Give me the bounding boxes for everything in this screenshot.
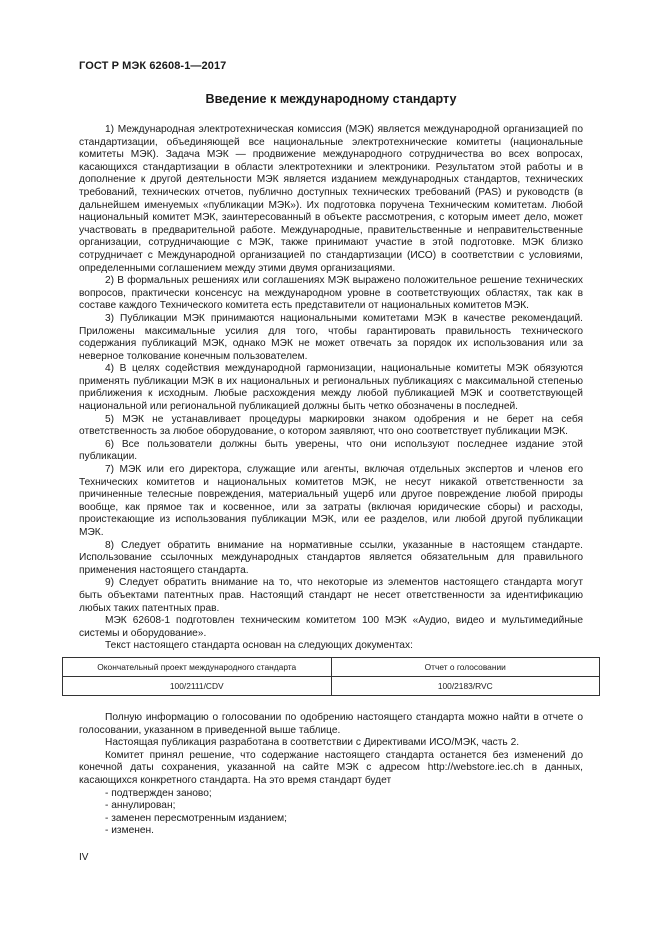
table-cell: 100/2183/RVC bbox=[331, 676, 600, 695]
paragraph-2: 2) В формальных решениях или соглашениях МЭК выражено положительное решение технических вопросов, практически консенсус на международном уровне в соответствующих областях, так как в составе каждого Технического комитета есть представители от национальных комитетов МЭК. bbox=[79, 275, 583, 312]
paragraph-9: 9) Следует обратить внимание на то, что некоторые из элементов настоящего стандарта могут быть объектами патентных прав. Настоящий стандарт не несет ответственности за идентификацию любых таких патентных прав. bbox=[79, 577, 583, 614]
documents-table bbox=[62, 657, 600, 696]
table-header-cell: Отчет о голосовании bbox=[331, 657, 600, 676]
paragraph-voting-info: Полную информацию о голосовании по одобрению настоящего стандарта можно найти в отчете о голосовании, указанном в приведенной выше таблице. bbox=[79, 711, 583, 736]
table-header-row bbox=[63, 657, 600, 676]
paragraph-5: 5) МЭК не устанавливает процедуры маркировки знаком одобрения и не берет на себя ответственность за любое оборудование, о котором заявляют, что оно соответствует публикации МЭК. bbox=[79, 413, 583, 438]
paragraph-6: 6) Все пользователи должны быть уверены, что они используют последнее издание этой публикации. bbox=[79, 438, 583, 463]
table-row bbox=[63, 676, 600, 695]
body-text bbox=[79, 124, 583, 838]
page-title: Введение к международному стандарту bbox=[205, 92, 457, 106]
paragraph-3: 3) Публикации МЭК принимаются национальными комитетами МЭК в качестве рекомендаций. Приложены максимальные усилия для того, чтобы гарантировать правильность технического содержания публикаций МЭК, однако МЭК не может отвечать за порядок их использования или за неверное толкование конечным пользователем. bbox=[79, 312, 583, 362]
page-number: IV bbox=[79, 852, 89, 863]
paragraph-1: 1) Международная электротехническая комиссия (МЭК) является международной организацией по стандартизации, объединяющей все национальные электротехнические комитеты (национальные комитеты МЭК). Задача МЭК — продвижение международного сотрудничества во всех вопросах, касающихся стандартизации в области электротехники и электроники. Результатом этой работы и в дополнение к другой деятельности МЭК является изданием международных стандартов, технических требований, технических отчетов, публично доступных технических требований (PAS) и руководств (в дальнейшем именуемых «публикации МЭК»). Их подготовка поручена Техническим комитетам. Любой национальный комитет МЭК, заинтересованный в объекте рассмотрения, с которым имеет дело, может участвовать в предварительной работе. Международные, правительственные и неправительственные организации, сотрудничающие с МЭК, также принимают участие в этой подготовке. МЭК близко сотрудничает с Международной организацией по стандартизации (ИСО) в соответствии с условиями, определенными соглашением между этими двумя организациями. bbox=[79, 124, 583, 274]
table-cell: 100/2111/CDV bbox=[63, 676, 332, 695]
list-item: - подтвержден заново; bbox=[105, 787, 212, 799]
paragraph-committee: МЭК 62608-1 подготовлен техническим комитетом 100 МЭК «Аудио, видео и мультимедийные системы и оборудование». bbox=[79, 615, 583, 639]
paragraph-7: 7) МЭК или его директора, служащие или агенты, включая отдельных экспертов и членов его Технических комитетов и национальных комитетов МЭК, не несут никакой ответственности за причиненные телесные повреждения, материальный ущерб или другое повреждение любой природы вообще, как прямое так и косвенное, или за затраты (включая юридические сборы) и расходы, проистекающие из использования публикации МЭК, или ее разделов, или любой другой публикации МЭК. bbox=[79, 464, 583, 538]
table-header-cell: Окончательный проект международного стандарта bbox=[63, 657, 332, 676]
paragraph-committee-decision: Комитет принял решение, что содержание настоящего стандарта останется без изменений до конечной даты сохранения, указанной на сайте МЭК с адресом http://webstore.iec.ch в данных, касающихся конкретного стандарта. На это время стандарт будет bbox=[79, 749, 583, 786]
paragraph-based-on: Текст настоящего стандарта основан на следующих документах: bbox=[105, 640, 413, 652]
document-code-header: ГОСТ Р МЭК 62608-1—2017 bbox=[79, 60, 227, 72]
paragraph-4: 4) В целях содействия международной гармонизации, национальные комитеты МЭК обязуются применять публикации МЭК в их национальных и региональных публикациях с максимальной степенью приближения к исходным. Любые расхождения между любой публикацией МЭК и соответствующей национальной или региональной публикацией должны быть четко обозначены в последней. bbox=[79, 363, 583, 413]
list-item: - заменен пересмотренным изданием; bbox=[105, 812, 288, 824]
paragraph-8: 8) Следует обратить внимание на нормативные ссылки, указанные в настоящем стандарте. Использование ссылочных международных стандартов является обязательным для правильного применения настоящего стандарта. bbox=[79, 539, 583, 576]
list-item: - аннулирован; bbox=[105, 800, 176, 812]
paragraph-directives: Настоящая публикация разработана в соответствии с Директивами ИСО/МЭК, часть 2. bbox=[105, 737, 520, 749]
list-item: - изменен. bbox=[105, 825, 155, 837]
